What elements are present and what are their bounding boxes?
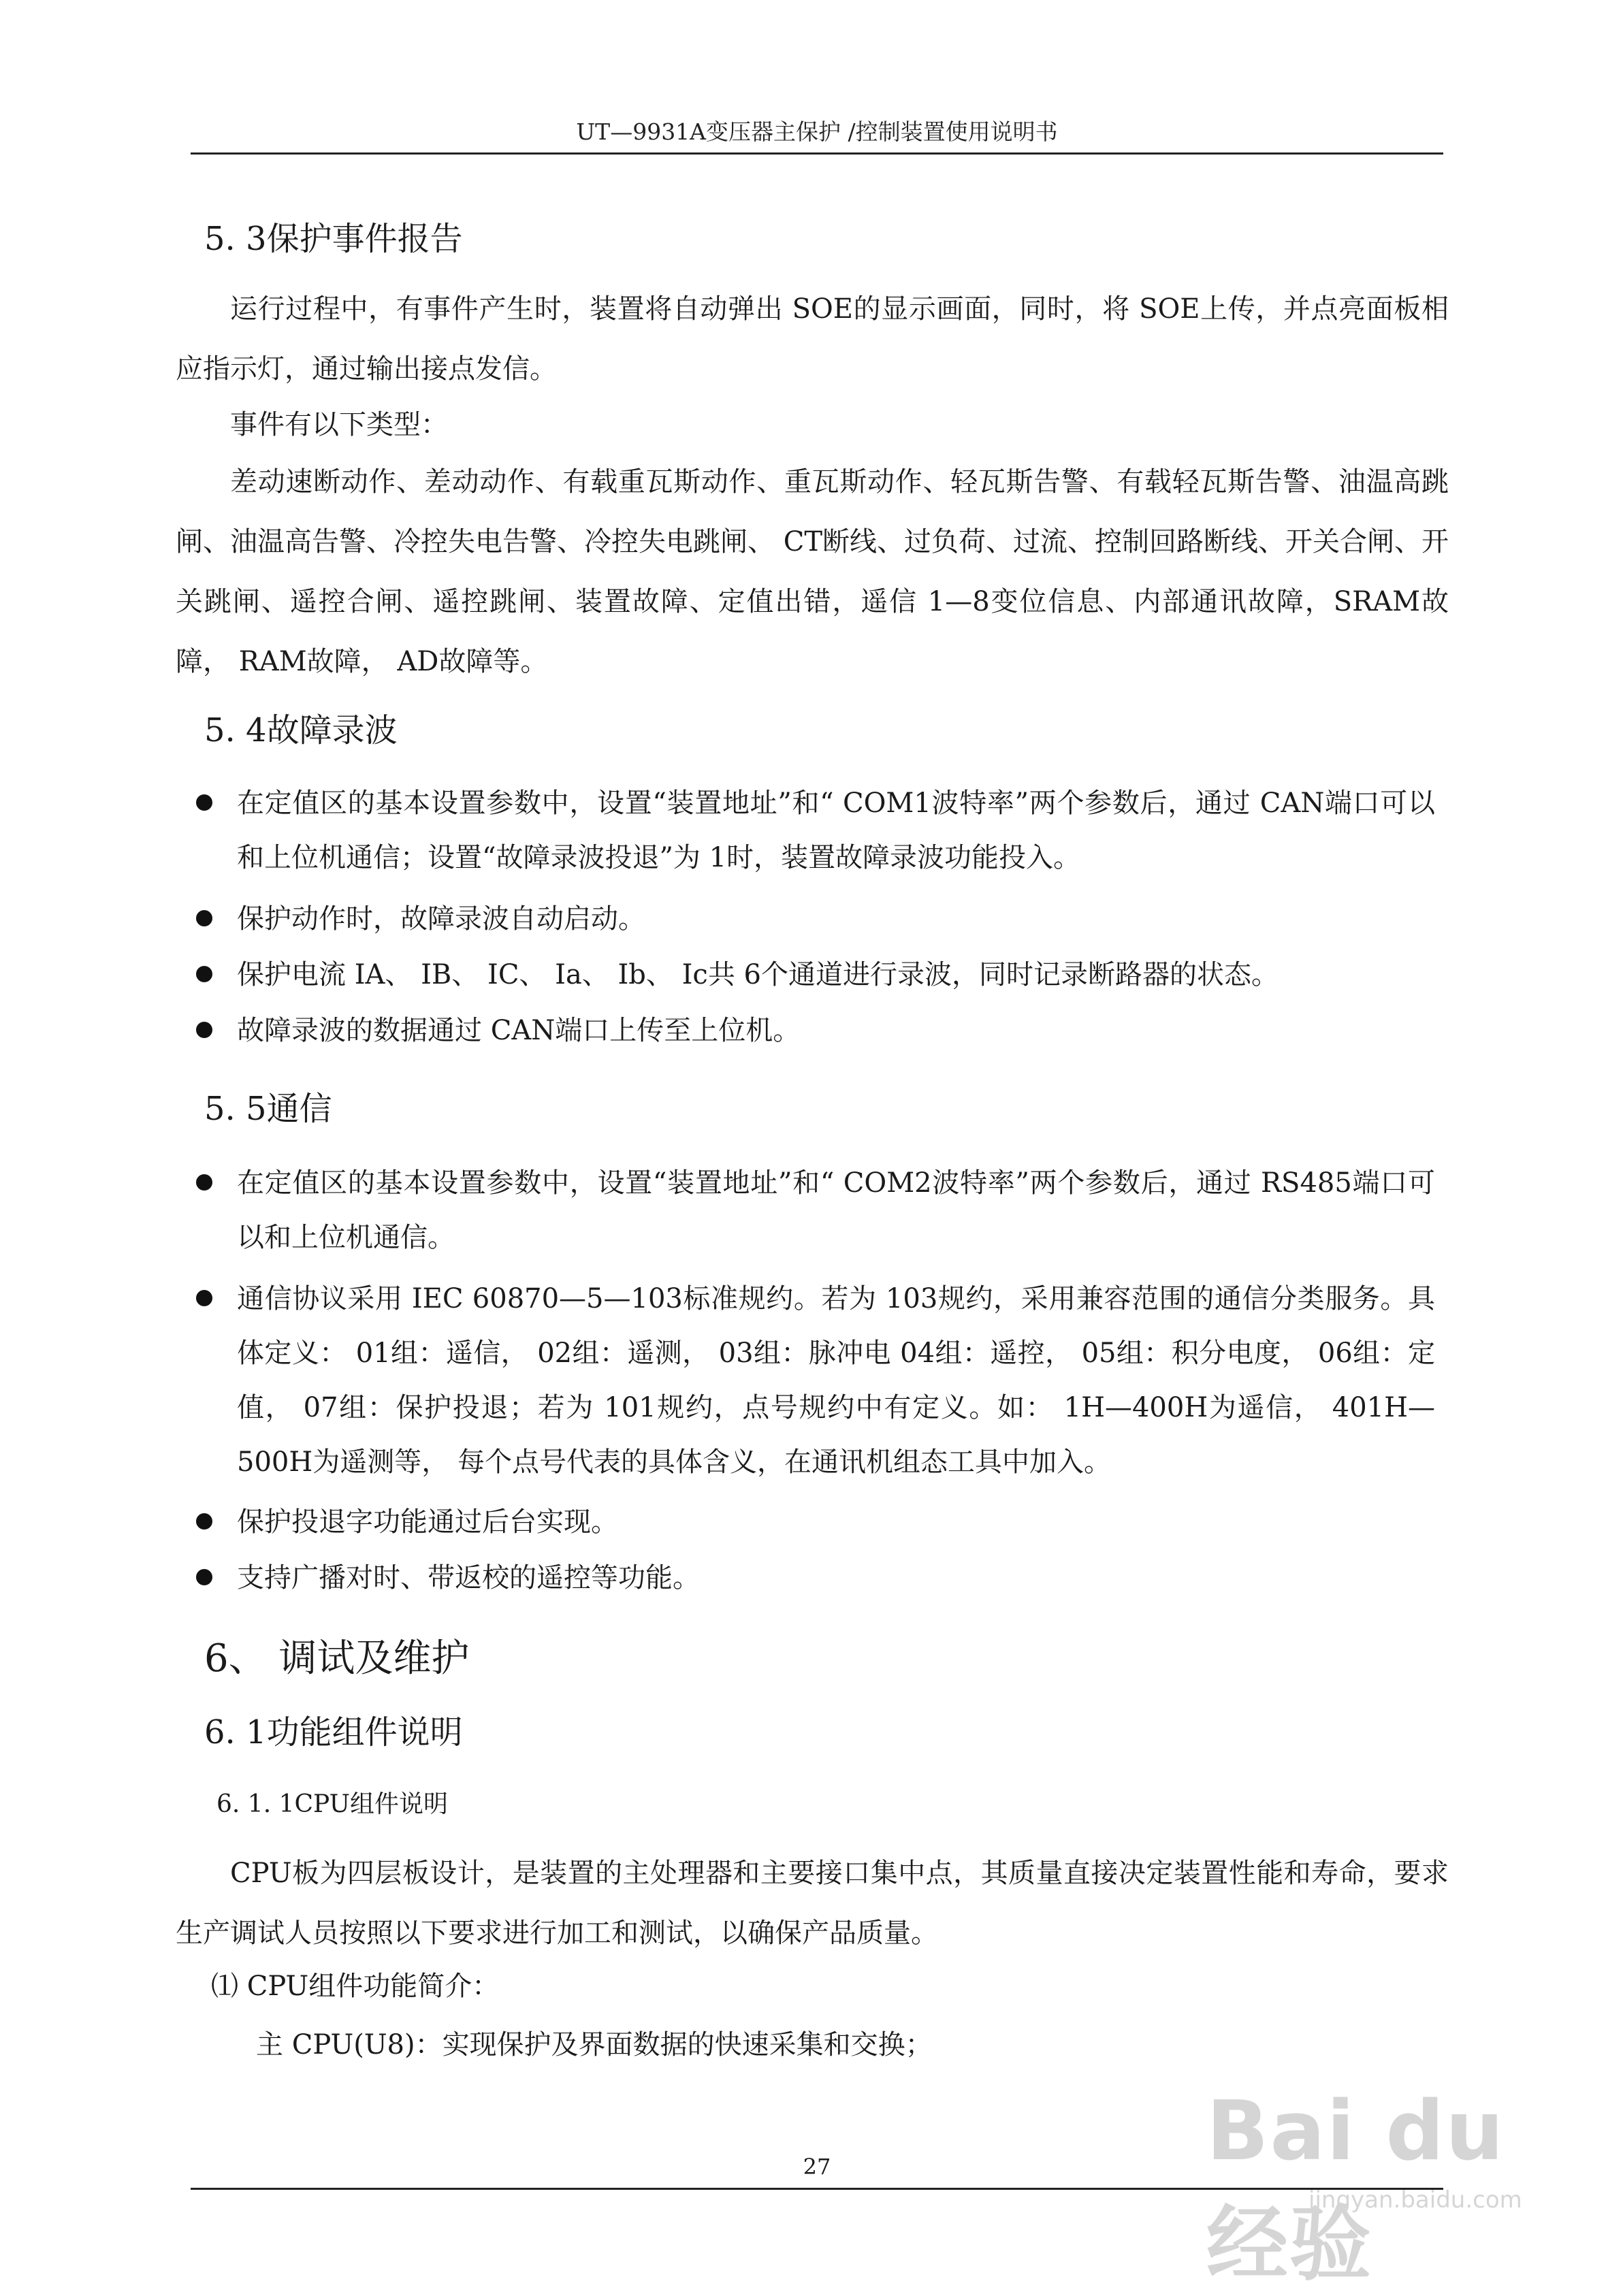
watermark-url: jingyan.baidu.com: [1308, 2186, 1522, 2214]
chapter-6-heading: 6、 调试及维护: [204, 1636, 470, 1681]
section-5-5-bullet-1: [237, 1156, 1435, 1265]
section-6-1-1-paragraph: CPU板为四层板设计，是装置的主处理器和主要接口集中点，其质量直接决定装置性能和寿命，要求生产调试人员按照以下要求进行加工和测试，以确保产品质量。: [176, 1858, 1449, 1949]
bullet-dot-icon: [196, 1174, 212, 1191]
bullet-text: 保护电流 IA、 IB、 IC、 Ia、 Ib、 Ic共 6个通道进行录波，同时记录断路器的状态。: [237, 959, 1279, 990]
bullet-dot-icon: [196, 794, 212, 811]
page-header-title: UT—9931A变压器主保护 /控制装置使用说明书: [576, 118, 1058, 145]
bullet-text: 在定值区的基本设置参数中，设置“装置地址”和“ COM1波特率”两个参数后，通过 CAN端口可以和上位机通信；设置“故障录波投退”为 1时，装置故障录波功能投入。: [237, 788, 1435, 873]
section-5-4-heading: 5. 4故障录波: [204, 711, 398, 749]
bullet-dot-icon: [196, 966, 212, 982]
page-number: 27: [803, 2154, 831, 2180]
section-5-5-bullet-4: [237, 1551, 1435, 1605]
bullet-text: 故障录波的数据通过 CAN端口上传至上位机。: [237, 1015, 801, 1046]
section-5-3-paragraph-2: 事件有以下类型：: [230, 409, 448, 440]
bullet-dot-icon: [196, 1022, 212, 1038]
bullet-dot-icon: [196, 1513, 212, 1530]
bullet-text: 保护动作时，故障录波自动启动。: [237, 903, 645, 935]
baidu-jingyan-watermark: [1206, 2084, 1560, 2292]
header-rule: [191, 152, 1443, 155]
bullet-dot-icon: [196, 1569, 212, 1585]
section-5-3-paragraph-3: 差动速断动作、差动动作、有载重瓦斯动作、重瓦斯动作、轻瓦斯告警、有载轻瓦斯告警、油温高跳闸、油温高告警、冷控失电告警、冷控失电跳闸、 CT断线、过负荷、过流、控制回路断线、开关合闸、开关跳闸、遥控合闸、遥控跳闸、装置故障、定值出错，遥信 1—8变位信息、内部通讯故障，SRAM故障， RAM故障， AD故障等。: [176, 466, 1449, 677]
bullet-text: 支持广播对时、带返校的遥控等功能。: [237, 1562, 700, 1594]
bullet-dot-icon: [196, 1290, 212, 1306]
section-5-5-bullet-3: [237, 1495, 1435, 1549]
section-5-4-bullet-4: [237, 1003, 1435, 1058]
section-5-4-bullet-1: [237, 776, 1435, 885]
bullet-text: 通信协议采用 IEC 60870—5—103标准规约。若为 103规约，采用兼容范围的通信分类服务。具体定义： 01组：遥信， 02组：遥测， 03组：脉冲电 04组：遥控， 05组：积分电度， 06组：定值， 07组：保护投退；若为 101规约，点号规约中有定义。如： 1H—400H为遥信， 401H—500H为遥测等， 每个点号代表的具体含义，在通讯机组态工具中加入。: [237, 1283, 1435, 1478]
section-5-4-bullet-3: [237, 948, 1435, 1002]
section-5-4-bullet-2: [237, 892, 1435, 946]
bullet-text: 在定值区的基本设置参数中，设置“装置地址”和“ COM2波特率”两个参数后，通过 RS485端口可以和上位机通信。: [237, 1167, 1435, 1253]
section-5-5-heading: 5. 5通信: [204, 1090, 332, 1128]
bullet-text: 保护投退字功能通过后台实现。: [237, 1506, 618, 1538]
section-5-3-heading: 5. 3保护事件报告: [204, 220, 463, 258]
cpu-component-intro-text: 主 CPU(U8)：实现保护及界面数据的快速采集和交换；: [256, 2029, 933, 2060]
cpu-component-intro-item: ⑴ CPU组件功能简介：: [211, 1971, 500, 2002]
section-6-1-1-heading: 6. 1. 1CPU组件说明: [216, 1790, 448, 1818]
section-6-1-heading: 6. 1功能组件说明: [204, 1713, 463, 1751]
section-5-5-bullet-2: [237, 1272, 1435, 1489]
bullet-dot-icon: [196, 910, 212, 926]
watermark-brand: Bai du 经验: [1206, 2084, 1505, 2292]
section-5-3-paragraph-1: 运行过程中，有事件产生时，装置将自动弹出 SOE的显示画面，同时，将 SOE上传，并点亮面板相应指示灯，通过输出接点发信。: [176, 293, 1449, 385]
